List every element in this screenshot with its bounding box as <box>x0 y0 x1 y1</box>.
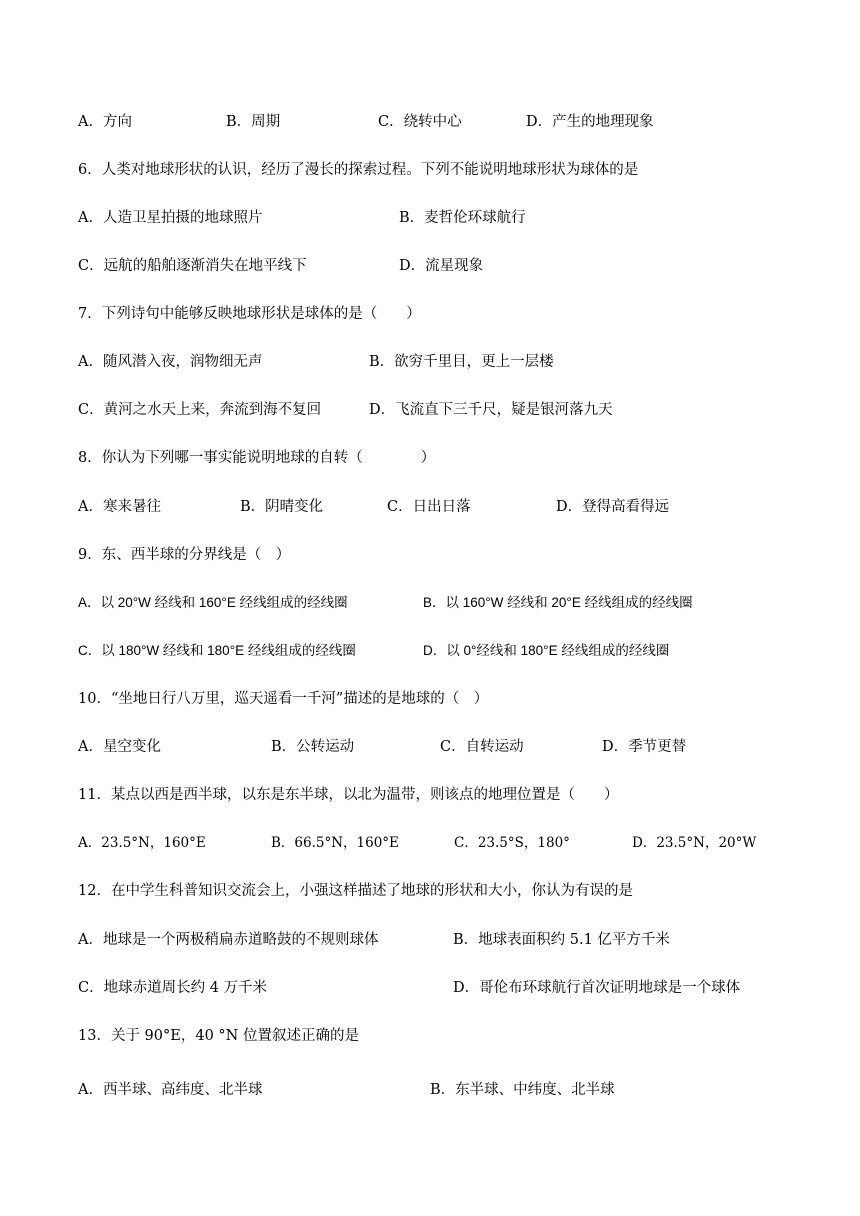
option-c: C．自转运动 <box>440 739 524 755</box>
option-b: B．以 160°W 经线和 20°E 经线组成的经线圈 <box>423 595 693 610</box>
option-c: C．23.5°S，180° <box>454 835 570 851</box>
option-b: B．地球表面积约 5.1 亿平方千米 <box>453 932 670 948</box>
option-c: C．日出日落 <box>387 499 471 515</box>
option-c: C．绕转中心 <box>378 114 462 130</box>
option-a: A．以 20°W 经线和 160°E 经线组成的经线圈 <box>78 595 348 610</box>
question-8: 8．你认为下列哪一事实能说明地球的自转（ ） <box>78 450 436 466</box>
option-d: D．飞流直下三千尺，疑是银河落九天 <box>369 402 613 418</box>
question-13: 13．关于 90°E，40 °N 位置叙述正确的是 <box>78 1028 359 1044</box>
question-9: 9．东、西半球的分界线是（ ） <box>78 547 291 563</box>
option-b: B．欲穷千里目，更上一层楼 <box>369 354 554 370</box>
option-a: A．寒来暑往 <box>78 499 161 515</box>
option-b: B．周期 <box>226 114 281 130</box>
question-6: 6．人类对地球形状的认识，经历了漫长的探索过程。下列不能说明地球形状为球体的是 <box>78 162 639 178</box>
question-10: 10．“坐地日行八万里，巡天遥看一千河”描述的是地球的（ ） <box>78 691 489 707</box>
option-c: C．地球赤道周长约 4 万千米 <box>78 980 268 996</box>
option-a: A．西半球、高纬度、北半球 <box>78 1082 263 1098</box>
option-b: B．公转运动 <box>271 739 355 755</box>
option-c: C．黄河之水天上来，奔流到海不复回 <box>78 402 322 418</box>
option-a: A．人造卫星拍摄的地球照片 <box>78 210 263 226</box>
option-c: C．远航的船舶逐渐消失在地平线下 <box>78 258 307 274</box>
question-12: 12．在中学生科普知识交流会上，小强这样描述了地球的形状和大小，你认为有误的是 <box>78 883 633 899</box>
option-b: B．麦哲伦环球航行 <box>399 210 526 226</box>
option-c: C．以 180°W 经线和 180°E 经线组成的经线圈 <box>78 643 356 658</box>
option-d: D．产生的地理现象 <box>526 114 654 130</box>
question-11: 11．某点以西是西半球，以东是东半球，以北为温带，则该点的地理位置是（ ） <box>78 787 619 803</box>
option-b: B．66.5°N，160°E <box>271 835 399 851</box>
option-d: D．登得高看得远 <box>556 499 670 515</box>
option-a: A．星空变化 <box>78 739 161 755</box>
option-d: D．季节更替 <box>602 739 687 755</box>
question-7: 7．下列诗句中能够反映地球形状是球体的是（ ） <box>78 306 421 322</box>
option-d: D．以 0°经线和 180°E 经线组成的经线圈 <box>423 643 670 658</box>
option-a: A．随风潜入夜，润物细无声 <box>78 354 263 370</box>
option-a: A．地球是一个两极稍扁赤道略鼓的不规则球体 <box>78 932 379 948</box>
option-d: D．哥伦布环球航行首次证明地球是一个球体 <box>453 980 741 996</box>
option-a: A．23.5°N，160°E <box>78 835 206 851</box>
option-d: D．23.5°N，20°W <box>632 835 757 851</box>
option-b: B．东半球、中纬度、北半球 <box>430 1082 615 1098</box>
option-b: B．阴晴变化 <box>240 499 324 515</box>
option-d: D．流星现象 <box>399 258 484 274</box>
option-a: A．方向 <box>78 114 132 130</box>
